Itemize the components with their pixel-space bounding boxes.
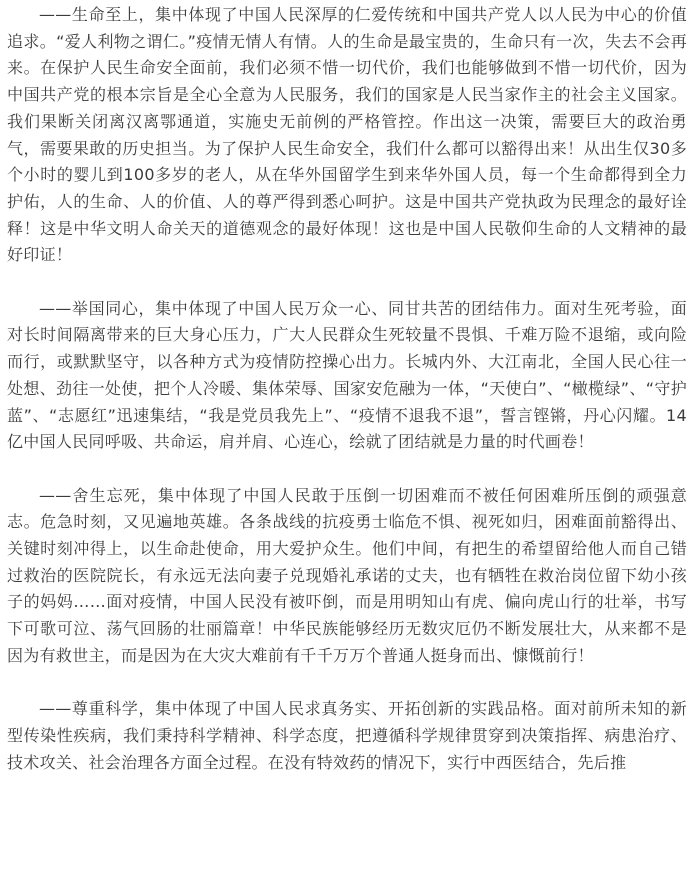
paragraph-spacer bbox=[7, 269, 687, 296]
paragraph-spacer bbox=[7, 670, 687, 697]
paragraph-national-unity: ——举国同心，集中体现了中国人民万众一心、同甘共苦的团结伟力。面对生死考验，面对长时间隔离带来的巨大身心压力，广大人民群众生死较量不畏惧、千难万险不退缩，或向险而行，或默默坚守，以各种方式为疫情防控操心出力。长城内外、大江南北，全国人民心往一处想、劲往一处使，把个人冷暖、集体荣辱、国家安危融为一体，“天使白”、“橄榄绿”、“守护蓝”、“志愿红”迅速集结，“我是党员我先上”、“疫情不退我不退”，誓言铿锵，丹心闪耀。14亿中国人民同呼吸、共命运，肩并肩、心连心，绘就了团结就是力量的时代画卷！ bbox=[7, 298, 687, 452]
paragraph-self-sacrifice: ——舍生忘死，集中体现了中国人民敢于压倒一切困难而不被任何困难所压倒的顽强意志。危急时刻，又见遍地英雄。各条战线的抗疫勇士临危不惧、视死如归，困难面前豁得出、关键时刻冲得上，以生命赴使命，用大爱护众生。他们中间，有把生的希望留给他人而自己错过救治的医院院长，有永远无法向妻子兑现婚礼承诺的丈夫，也有牺牲在救治岗位留下幼小孩子的妈妈……面对疫情，中国人民没有被吓倒，而是用明知山有虎、偏向虎山行的壮举，书写下可歌可泣、荡气回肠的壮丽篇章！中华民族能够经历无数灾厄仍不断发展壮大，从来都不是因为有救世主，而是因为在大灾大难前有千千万万个普通人挺身而出、慷慨前行！ bbox=[7, 485, 687, 665]
paragraph-spacer bbox=[7, 456, 687, 483]
paragraph-respect-science: ——尊重科学，集中体现了中国人民求真务实、开拓创新的实践品格。面对前所未知的新型传染性疾病，我们秉持科学精神、科学态度，把遵循科学规律贯穿到决策指挥、病患治疗、技术攻关、社会治理各方面全过程。在没有特效药的情况下，实行中西医结合，先后推 bbox=[7, 699, 687, 772]
paragraph-life-first: ——生命至上，集中体现了中国人民深厚的仁爱传统和中国共产党人以人民为中心的价值追求。“爱人利物之谓仁。”疫情无情人有情。人的生命是最宝贵的，生命只有一次，失去不会再来。在保护人民生命安全面前，我们必须不惜一切代价，我们也能够做到不惜一切代价，因为中国共产党的根本宗旨是全心全意为人民服务，我们的国家是人民当家作主的社会主义国家。我们果断关闭离汉离鄂通道，实施史无前例的严格管控。作出这一决策，需要巨大的政治勇气，需要果敢的历史担当。为了保护人民生命安全，我们什么都可以豁得出来！从出生仅30多个小时的婴儿到100多岁的老人，从在华外国留学生到来华外国人员，每一个生命都得到全力护佑，人的生命、人的价值、人的尊严得到悉心呵护。这是中国共产党执政为民理念的最好诠释！这是中华文明人命关天的道德观念的最好体现！这也是中国人民敬仰生命的人文精神的最好印证！ bbox=[7, 5, 687, 265]
article-body bbox=[7, 2, 687, 776]
